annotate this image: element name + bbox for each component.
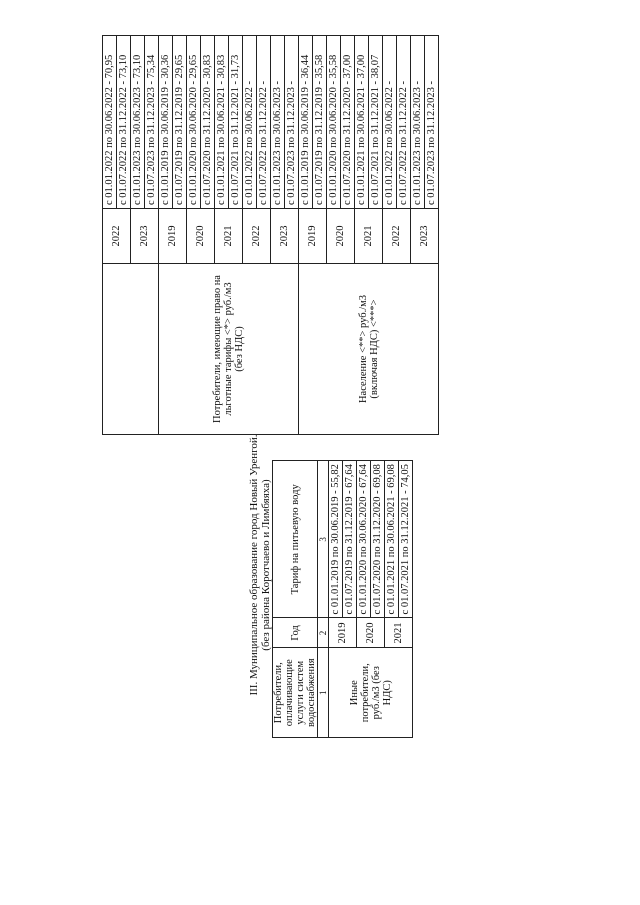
tariff-cell: с 01.01.2023 по 30.06.2023 - 73,10: [131, 36, 145, 209]
year-cell: 2020: [327, 209, 355, 264]
year-cell: 2020: [187, 209, 215, 264]
tariff-cell: с 01.07.2020 по 31.12.2020 - 30,83: [201, 36, 215, 209]
tariff-cell: с 01.01.2020 по 30.06.2020 - 67,64: [357, 461, 371, 618]
year-cell: 2023: [131, 209, 159, 264]
year-cell: 2021: [385, 618, 413, 648]
table-row: [329, 461, 343, 738]
column-number: 2: [318, 618, 329, 648]
year-cell: 2019: [159, 209, 187, 264]
table-row: [159, 36, 173, 435]
table-row: [299, 36, 313, 435]
tariff-cell: с 01.01.2023 по 30.06.2023 -: [271, 36, 285, 209]
column-header: Потребители, оплачивающие услуги систем водоснабжения: [273, 648, 318, 738]
consumer-cell: Население <**> руб./м3 (включая НДС) <***>: [299, 264, 439, 435]
section-title: [248, 365, 272, 765]
tariff-cell: с 01.01.2020 по 30.06.2020 - 29,65: [187, 36, 201, 209]
tariff-cell: с 01.07.2019 по 31.12.2019 - 35,58: [313, 36, 327, 209]
consumer-cell: [103, 264, 159, 435]
tariff-cell: с 01.07.2019 по 31.12.2019 - 29,65: [173, 36, 187, 209]
tariff-cell: с 01.07.2023 по 31.12.2023 - 75,34: [145, 36, 159, 209]
section-title-line2: (без района Коротчаево и Лимбяяха): [260, 479, 272, 651]
tariff-cell: с 01.07.2022 по 31.12.2022 - 73,10: [117, 36, 131, 209]
tariff-cell: с 01.07.2019 по 31.12.2019 - 67,64: [343, 461, 357, 618]
tariff-cell: с 01.07.2020 по 31.12.2020 - 69,08: [371, 461, 385, 618]
tariff-cell: с 01.07.2020 по 31.12.2020 - 37,00: [341, 36, 355, 209]
tariff-cell: с 01.07.2021 по 31.12.2021 - 74,05: [399, 461, 413, 618]
tariff-cell: с 01.07.2022 по 31.12.2022 -: [257, 36, 271, 209]
tariff-cell: с 01.01.2019 по 30.06.2019 - 36,44: [299, 36, 313, 209]
section-title-line1: III. Муниципальное образование город Новый Уренгой.: [248, 434, 260, 696]
consumer-cell: Иные потребители, руб./м3 (без НДС): [329, 648, 413, 738]
tariff-cell: с 01.01.2022 по 30.06.2022 -: [243, 36, 257, 209]
tariff-cell: с 01.07.2023 по 31.12.2023 -: [425, 36, 439, 209]
year-cell: 2022: [103, 209, 131, 264]
tariff-cell: с 01.01.2021 по 30.06.2021 - 30,83: [215, 36, 229, 209]
column-number: 1: [318, 648, 329, 738]
column-header: Тариф на питьевую воду: [273, 461, 318, 618]
tariff-cell: с 01.07.2022 по 31.12.2022 -: [397, 36, 411, 209]
year-cell: 2019: [329, 618, 357, 648]
header-row: [273, 461, 318, 738]
year-cell: 2023: [411, 209, 439, 264]
consumer-cell: Потребители, имеющие право на льготные тарифы <*> руб./м3 (без НДС): [159, 264, 299, 435]
year-cell: 2023: [271, 209, 299, 264]
tariff-cell: с 01.07.2023 по 31.12.2023 -: [285, 36, 299, 209]
table-row: [103, 36, 117, 435]
tariff-cell: с 01.01.2023 по 30.06.2023 -: [411, 36, 425, 209]
year-cell: 2020: [357, 618, 385, 648]
tariff-cell: с 01.01.2020 по 30.06.2020 - 35,58: [327, 36, 341, 209]
tariff-cell: с 01.01.2019 по 30.06.2019 - 30,36: [159, 36, 173, 209]
year-cell: 2022: [243, 209, 271, 264]
tariff-cell: с 01.01.2021 по 30.06.2021 - 69,08: [385, 461, 399, 618]
tariff-cell: с 01.01.2022 по 30.06.2022 -: [383, 36, 397, 209]
tariff-table-section3: [272, 460, 413, 738]
column-number: 3: [318, 461, 329, 618]
tariff-cell: с 01.07.2021 по 31.12.2021 - 38,07: [369, 36, 383, 209]
tariff-cell: с 01.01.2021 по 30.06.2021 - 37,00: [355, 36, 369, 209]
tariff-cell: с 01.07.2021 по 31.12.2021 - 31,73: [229, 36, 243, 209]
year-cell: 2022: [383, 209, 411, 264]
year-cell: 2019: [299, 209, 327, 264]
column-number-row: [318, 461, 329, 738]
tariff-cell: с 01.01.2019 по 30.06.2019 - 55,82: [329, 461, 343, 618]
year-cell: 2021: [355, 209, 383, 264]
year-cell: 2021: [215, 209, 243, 264]
column-header: Год: [273, 618, 318, 648]
tariff-cell: с 01.01.2022 по 30.06.2022 - 70,95: [103, 36, 117, 209]
